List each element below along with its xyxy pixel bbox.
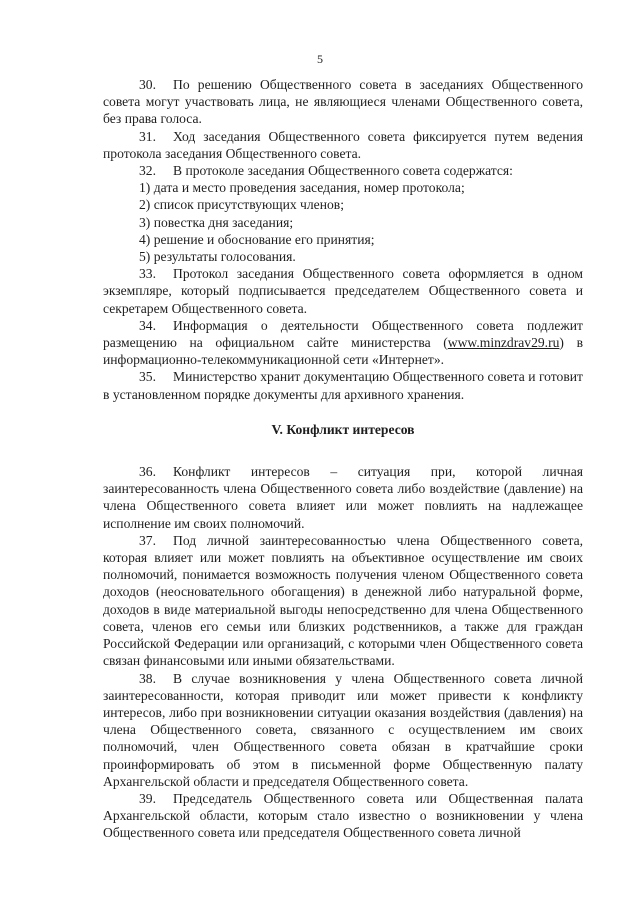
paragraph-39 (103, 790, 583, 842)
paragraph-text: По решению Общественного совета в заседаниях Общественного совета могут участвовать лица, не являющиеся членами Общественного совета, без права голоса. (103, 77, 583, 127)
list-item: 5) результаты голосования. (139, 249, 296, 265)
paragraph-number: 36. (139, 464, 156, 480)
paragraph-text: Ход заседания Общественного совета фиксируется путем ведения протокола заседания Общественного совета. (103, 128, 583, 161)
paragraph-number: 39. (139, 790, 156, 806)
paragraph-text: Информация о деятельности Общественного совета подлежит размещению на официальном сайте министерства ( (103, 317, 583, 351)
paragraph-34 (103, 317, 583, 369)
document-body (103, 76, 583, 842)
paragraph-number: 32. (139, 163, 156, 179)
paragraph-37 (103, 532, 583, 670)
list-item: 1) дата и место проведения заседания, номер протокола; (139, 180, 465, 196)
paragraph-number: 33. (139, 266, 156, 282)
list-item: 2) список присутствующих членов; (139, 197, 344, 213)
paragraph-text: В протоколе заседания Общественного совета содержатся: (173, 163, 513, 179)
paragraph-text: В случае возникновения у члена Общественного совета личной заинтересованности, которая приводит или может привести к конфликту интересов, либо при возникновении ситуации оказания воздействия (давления) на члена Общественного совета, связанного с осуществлением им своих полномочий, член Общественного совета обязан в кратчайшие сроки проинформировать об этом в письменной форме Общественную палату Архангельской области и председателя Общественного совета. (103, 670, 583, 789)
paragraph-text: Министерство хранит документацию Общественного совета и готовит в установленном порядке документы для архивного хранения. (103, 369, 583, 402)
paragraph-text: Конфликт интересов – ситуация при, которой личная заинтересованность члена Общественного совета либо воздействие (давление) на члена Общественного совета влияет или может повлиять на надлежащее исполнение им своих полномочий. (103, 464, 583, 531)
paragraph-number: 31. (139, 128, 156, 144)
paragraph-text: Под личной заинтересованностью члена Общественного совета, которая влияет или может повлиять на объективное осуществление им своих полномочий, понимается возможность получения членом Общественного совета доходов (неосновательного обогащения) в денежной либо натуральной форме, доходов в виде материальной выгоды непосредственно для члена Общественного совета, членов его семьи или близких родственников, а также для граждан Российской Федерации или организаций, с которыми член Общественного совета связан финансовыми или иными обязательствами. (103, 532, 583, 669)
page-number: 5 (317, 52, 323, 66)
paragraph-text: Председатель Общественного совета или Общественная палата Архангельской области, которым стало известно о возникновении у члена Общественного совета или председателя Общественного совета личной (103, 790, 583, 841)
paragraph-32 (103, 162, 583, 179)
paragraph-31 (103, 128, 583, 162)
paragraph-35 (103, 368, 583, 402)
paragraph-number: 30. (139, 77, 156, 92)
paragraph-33 (103, 265, 583, 317)
paragraph-number: 34. (139, 317, 156, 333)
ministry-website-link[interactable]: www.minzdrav29.ru (447, 335, 560, 351)
section-heading: V. Конфликт интересов (271, 421, 415, 437)
paragraph-30 (103, 76, 583, 128)
list-item: 3) повестка дня заседания; (139, 214, 294, 230)
paragraph-text: Протокол заседания Общественного совета оформляется в одном экземпляре, который подписывается председателем Общественного совета и секретарем Общественного совета. (103, 266, 583, 316)
paragraph-number: 37. (139, 532, 156, 548)
paragraph-38 (103, 670, 583, 790)
paragraph-36 (103, 463, 583, 532)
paragraph-number: 35. (139, 369, 156, 385)
list-item: 4) решение и обоснование его принятия; (139, 231, 375, 247)
paragraph-number: 38. (139, 670, 156, 686)
paragraph-text: ) в информационно-телекоммуникационной сети «Интернет». (103, 335, 583, 368)
